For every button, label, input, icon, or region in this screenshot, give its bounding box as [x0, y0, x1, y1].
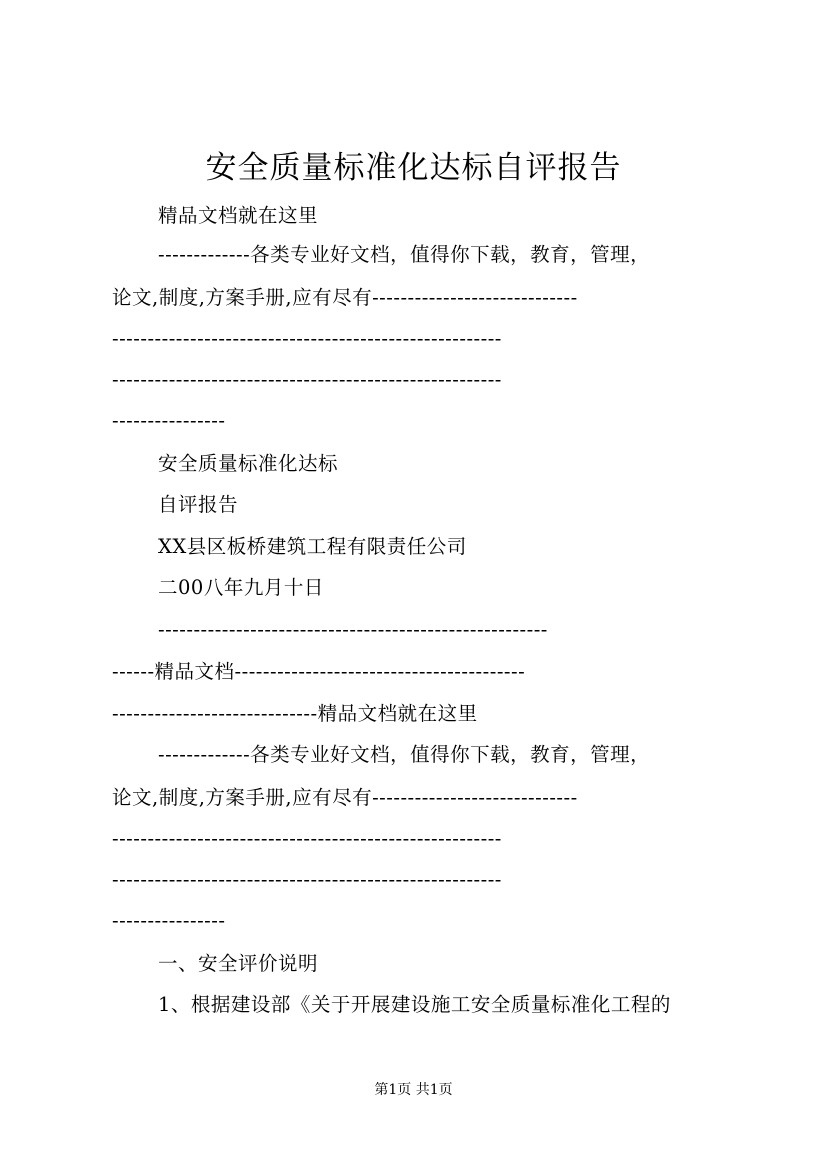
text-line: 论文,制度,方案手册,应有尽有-----------------------------	[112, 286, 578, 309]
text-line: ----------------	[112, 409, 226, 432]
page-number: 第1页 共1页	[374, 1082, 453, 1098]
document-title: 安全质量标准化达标自评报告	[205, 150, 622, 186]
text-line: -------------各类专业好文档，值得你下载，教育，管理，	[158, 743, 651, 766]
text-line: -------------------------------------------------------	[112, 868, 502, 891]
text-line: 论文,制度,方案手册,应有尽有-----------------------------	[112, 786, 578, 809]
text-line: -------------------------------------------------------	[112, 827, 502, 850]
text-line: -----------------------------精品文档就在这里	[112, 702, 478, 725]
text-line: 二00八年九月十日	[158, 576, 324, 599]
text-line: -------------------------------------------------------	[158, 618, 548, 641]
text-line: 精品文档就在这里	[158, 204, 319, 227]
text-line: ------精品文档-----------------------------------------	[112, 660, 526, 683]
text-line: 1、根据建设部《关于开展建设施工安全质量标准化工程的	[158, 993, 671, 1016]
text-line: -------------------------------------------------------	[112, 368, 502, 391]
text-line: 安全质量标准化达标	[158, 452, 339, 475]
text-line: ----------------	[112, 909, 226, 932]
text-line: 自评报告	[158, 493, 239, 516]
text-line: -------------------------------------------------------	[112, 327, 502, 350]
section-heading: 一、安全评价说明	[158, 952, 319, 975]
text-line: -------------各类专业好文档，值得你下载，教育，管理，	[158, 243, 651, 266]
text-line: XX县区板桥建筑工程有限责任公司	[158, 535, 467, 558]
